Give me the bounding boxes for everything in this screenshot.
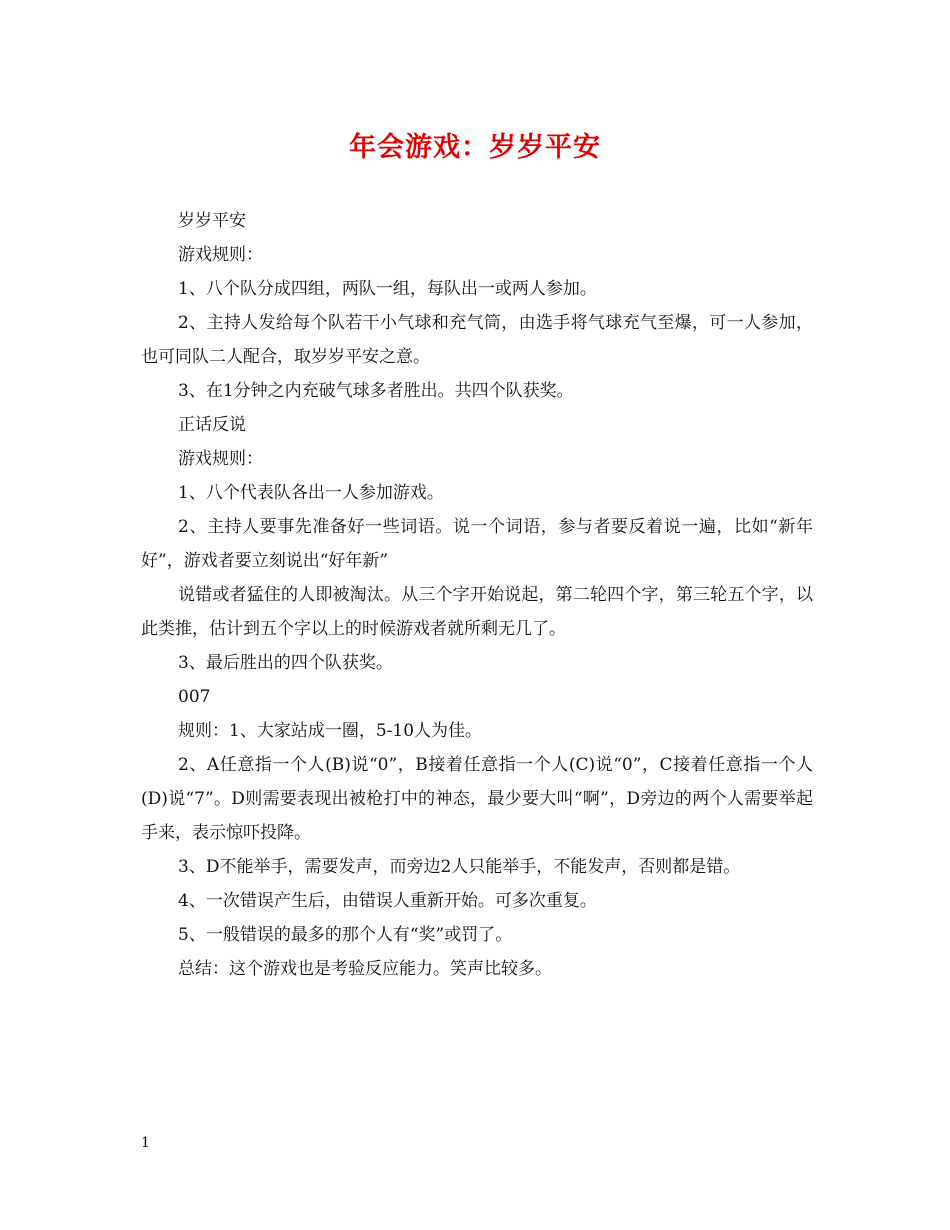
- document-body: [141, 204, 813, 986]
- paragraph: 3、D不能举手，需要发声，而旁边2人只能举手，不能发声，否则都是错。: [178, 857, 741, 877]
- paragraph: 4、一次错误产生后，由错误人重新开始。可多次重复。: [178, 891, 597, 911]
- page-number: 1: [141, 1135, 150, 1151]
- section-heading-zhenghua-fanshuo: 正话反说: [178, 415, 246, 435]
- paragraph: 3、在1分钟之内充破气球多者胜出。共四个队获奖。: [178, 381, 574, 401]
- document-title: 年会游戏：岁岁平安: [349, 132, 601, 163]
- paragraph: 2、A任意指一个人(B)说“0”，B接着任意指一个人(C)说“0”，C接着任意指一个人(D)说“7”。D则需要表现出被枪打中的神态，最少要大叫“啊”，D旁边的两个人需要举起手来，表示惊吓投降。: [141, 755, 813, 843]
- section-heading-suisui-pingan: 岁岁平安: [178, 211, 246, 231]
- rules-label: 游戏规则：: [178, 449, 263, 469]
- paragraph: 3、最后胜出的四个队获奖。: [178, 653, 393, 673]
- section-heading-007: 007: [178, 687, 211, 707]
- paragraph: 规则：1、大家站成一圈，5-10人为佳。: [178, 721, 483, 741]
- paragraph: 1、八个队分成四组，两队一组，每队出一或两人参加。: [178, 279, 597, 299]
- paragraph: 2、主持人要事先准备好一些词语。说一个词语，参与者要反着说一遍，比如“新年好”，游戏者要立刻说出“好年新”: [141, 517, 813, 571]
- paragraph: 2、主持人发给每个队若干小气球和充气筒，由选手将气球充气至爆，可一人参加，也可同队二人配合，取岁岁平安之意。: [141, 313, 813, 367]
- paragraph: 1、八个代表队各出一人参加游戏。: [178, 483, 444, 503]
- rules-label: 游戏规则：: [178, 245, 263, 265]
- summary-paragraph: 总结：这个游戏也是考验反应能力。笑声比较多。: [178, 959, 552, 979]
- paragraph: 5、一般错误的最多的那个人有“奖”或罚了。: [178, 925, 513, 945]
- paragraph: 说错或者猛住的人即被淘汰。从三个字开始说起，第二轮四个字，第三轮五个字，以此类推，估计到五个字以上的时候游戏者就所剩无几了。: [141, 585, 813, 639]
